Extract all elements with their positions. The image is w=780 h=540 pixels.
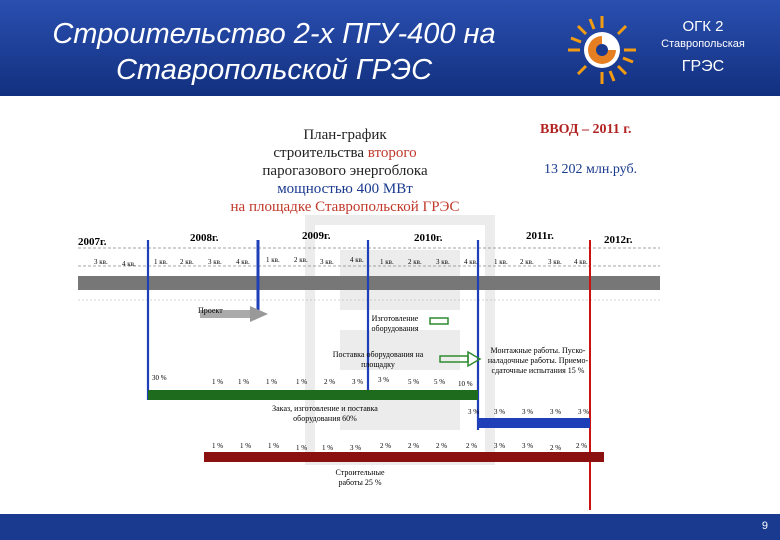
quarter-label: 2 кв. <box>294 256 308 264</box>
pct-label: 2 % <box>380 442 392 450</box>
pct-label: 3 % <box>494 408 506 416</box>
pct-label: 3 % <box>378 376 390 384</box>
brand-subtitle: Ставропольская <box>661 38 745 50</box>
brand-name: ОГК 2 <box>682 18 724 35</box>
pct-label: 1 % <box>238 378 250 386</box>
plan-line-3: парогазового энергоблока <box>262 163 428 179</box>
footer-bar <box>0 514 780 540</box>
pct-label: 3 % <box>494 442 506 450</box>
task-project: Проект <box>198 306 223 315</box>
quarter-label: 1 кв. <box>380 258 394 266</box>
plan-line-5: на площадке Ставропольской ГРЭС <box>230 199 460 215</box>
pct-label: 30 % <box>152 374 167 382</box>
task-order: Заказ, изготовление и поставка оборудования 60% <box>272 404 378 423</box>
pct-label: 1 % <box>212 378 224 386</box>
pct-label: 2 % <box>408 442 420 450</box>
pct-label: 3 % <box>522 442 534 450</box>
pct-label: 2 % <box>466 442 478 450</box>
pct-label: 2 % <box>436 442 448 450</box>
plan-highlight: второго <box>367 145 417 161</box>
pct-label: 1 % <box>296 378 308 386</box>
pct-label: 3 % <box>350 444 362 452</box>
pct-label: 5 % <box>434 378 446 386</box>
quarter-label: 3 кв. <box>320 258 334 266</box>
pct-label: 5 % <box>408 378 420 386</box>
quarter-label: 4 кв. <box>122 260 136 268</box>
order-bar <box>148 390 478 400</box>
construction-bar <box>204 452 604 462</box>
pct-label: 3 % <box>468 408 480 416</box>
pct-label: 2 % <box>550 444 562 452</box>
project-cost: 13 202 млн.руб. <box>544 162 638 177</box>
title-line-2: Ставропольской ГРЭС <box>115 54 433 86</box>
pct-label: 1 % <box>212 442 224 450</box>
quarter-label: 3 кв. <box>94 258 108 266</box>
page-number: 9 <box>761 520 768 532</box>
quarter-label: 4 кв. <box>350 256 364 264</box>
pct-label: 1 % <box>268 442 280 450</box>
year-label: 2010г. <box>414 232 443 244</box>
task-delivery: Поставка оборудования на площадку <box>332 350 424 369</box>
year-label: 2007г. <box>78 236 107 248</box>
plan-line-4: мощностью 400 МВт <box>277 181 413 197</box>
quarter-label: 3 кв. <box>548 258 562 266</box>
year-label: 2012г. <box>604 234 633 246</box>
pct-label: 1 % <box>240 442 252 450</box>
pct-label: 3 % <box>522 408 534 416</box>
quarter-label: 3 кв. <box>436 258 450 266</box>
quarter-label: 2 кв. <box>180 258 194 266</box>
year-label: 2011г. <box>526 230 554 242</box>
pct-label: 1 % <box>266 378 278 386</box>
quarter-label: 4 кв. <box>574 258 588 266</box>
year-label: 2008г. <box>190 232 219 244</box>
quarter-label: 4 кв. <box>464 258 478 266</box>
quarter-label: 1 кв. <box>494 258 508 266</box>
commissioning-bar <box>478 418 590 428</box>
quarter-label: 2 кв. <box>408 258 422 266</box>
quarter-label: 2 кв. <box>520 258 534 266</box>
plan-line-1: План-график <box>303 127 387 143</box>
pct-label: 2 % <box>576 442 588 450</box>
quarter-label: 3 кв. <box>208 258 222 266</box>
pct-label: 3 % <box>352 378 364 386</box>
title-line-1: Строительство 2-х ПГУ-400 на <box>52 18 496 50</box>
task-commissioning: Монтажные работы. Пуско-наладочные работы. Приемо-сдаточные испытания 15 % <box>487 346 589 375</box>
task-construction: Строительные работы 25 % <box>335 468 385 487</box>
quarter-label: 4 кв. <box>236 258 250 266</box>
pct-label: 1 % <box>296 444 308 452</box>
quarter-label: 1 кв. <box>154 258 168 266</box>
plan-line-2: строительства второго <box>273 145 417 161</box>
quarter-label: 1 кв. <box>266 256 280 264</box>
pct-label: 10 % <box>458 380 473 388</box>
pct-label: 1 % <box>322 444 334 452</box>
brand-suffix: ГРЭС <box>681 58 725 75</box>
pct-label: 3 % <box>578 408 590 416</box>
input-date: ВВОД – 2011 г. <box>540 122 632 137</box>
task-manufacturing: Изготовление оборудования <box>371 314 419 333</box>
pct-label: 3 % <box>550 408 562 416</box>
pct-label: 2 % <box>324 378 336 386</box>
year-label: 2009г. <box>302 230 331 242</box>
